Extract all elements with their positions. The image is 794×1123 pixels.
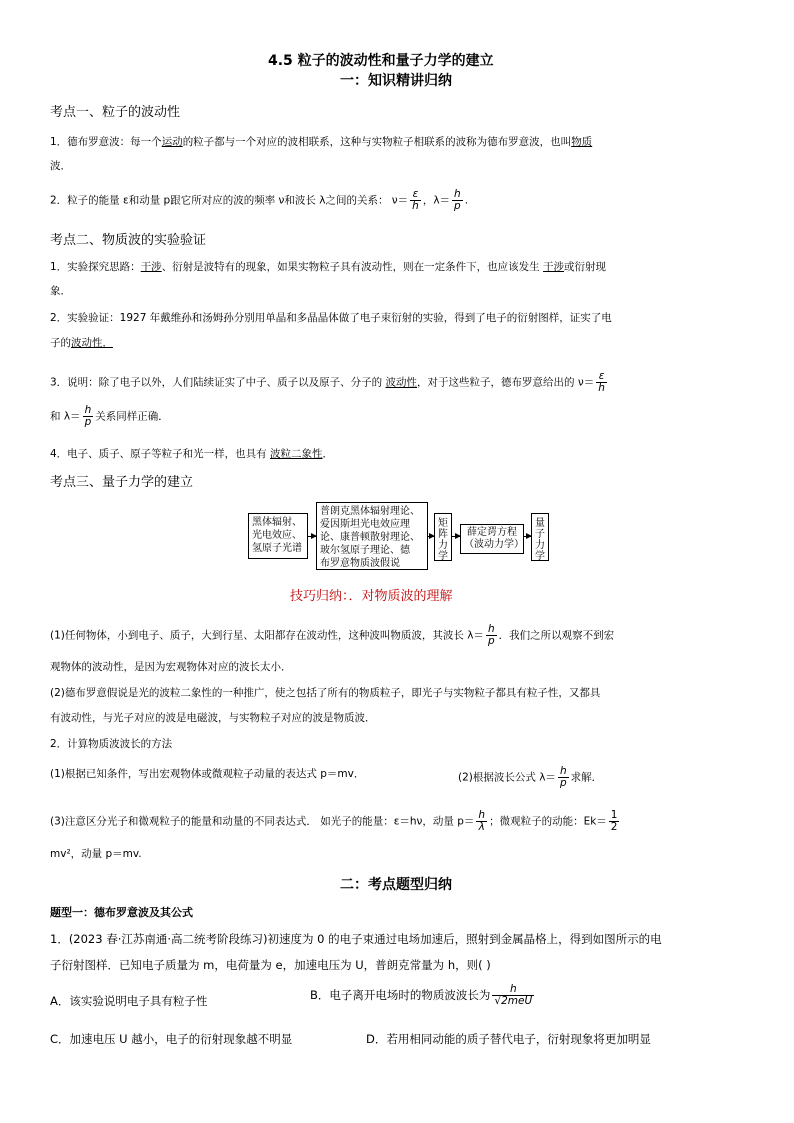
tips-method-3-cont: mv²，动量 p＝mv.: [50, 848, 142, 860]
kp3-heading: 考点三、量子力学的建立: [50, 475, 194, 490]
diagram-box-theories: 普朗克黑体辐射理论、 爱因斯坦光电效应理 论、康普顿散射理论、 玻尔氢原子理论、德 布罗意物质波假说: [316, 502, 428, 570]
kp1-heading: 考点一、粒子的波动性: [50, 105, 181, 120]
kp2-para2-cont: 子的波动性．: [50, 337, 113, 349]
kp2-para1: 1．实验探究思路：干涉、衍射是波特有的现象，如果实物粒子具有波动性，则在一定条件下，也应该发生 干涉或衍射现: [50, 261, 607, 273]
section-heading-1: 一：知识精讲归纳: [340, 73, 452, 89]
kp2-para1-cont: 象．: [50, 285, 71, 297]
option-a: A．该实验说明电子具有粒子性: [50, 994, 208, 1008]
tips-para2-cont: 有波动性，与光子对应的波是电磁波，与实物粒子对应的波是物质波．: [50, 712, 376, 724]
formula-lambda: $\frac{h}{p}$: [454, 188, 461, 212]
kp2-heading: 考点二、物质波的实验验证: [50, 233, 207, 248]
question-type-1: 题型一：德布罗意波及其公式: [50, 906, 193, 919]
kp2-para3-cont: 和 λ＝ $\frac{h}{p}$ 关系同样正确．: [50, 404, 169, 428]
option-c: C．加速电压 U 越小，电子的衍射现象越不明显: [50, 1032, 293, 1046]
diagram-box-schrodinger: 薛定谔方程 （波动力学）: [460, 524, 524, 554]
tips-para1-cont: 观物体的波动性，是因为宏观物体对应的波长太小．: [50, 661, 292, 673]
tips-method-1: (1)根据已知条件，写出宏观物体或微观粒子动量的表达式 p＝mv．: [50, 768, 365, 780]
tips-method-heading: 2．计算物质波波长的方法: [50, 738, 173, 750]
diagram-box-experiments: 黑体辐射、 光电效应、 氢原子光谱: [248, 513, 308, 559]
kp1-para1-cont: 波．: [50, 160, 71, 172]
tips-method-3: (3)注意区分光子和微观粒子的能量和动量的不同表达式． 如光子的能量：ε＝hν，动量 p＝ $\frac{h}{\lambda}$ ；微观粒子的动能：Ek＝ $\frac{1}{2}$: [50, 809, 618, 833]
kp2-para4: 4．电子、质子、原子等粒子和光一样，也具有 波粒二象性．: [50, 448, 334, 460]
kp1-para2: 2．粒子的能量 ε和动量 p跟它所对应的波的频率 ν和波长 λ之间的关系： ν＝ $\frac{\varepsilon}{h}$ ，λ＝ $\frac{h}{p}$ .: [50, 188, 469, 212]
kp2-para3: 3．说明：除了电子以外，人们陆续证实了中子、质子以及原子、分子的 波动性，对于这些粒子，德布罗意给出的 ν＝ $\frac{\varepsilon}{h}$: [50, 370, 605, 394]
kp2-para2: 2．实验验证：1927 年戴维孙和汤姆孙分别用单晶和多晶晶体做了电子束衍射的实验，得到了电子的衍射图样，证实了电: [50, 312, 612, 324]
question-1-stem-cont: 子衍射图样．已知电子质量为 m，电荷量为 e，加速电压为 U，普朗克常量为 h，则( ): [50, 958, 491, 972]
question-1-stem: 1．(2023 春·江苏南通·高二统考阶段练习)初速度为 0 的电子束通过电场加速后，照射到金属晶格上，得到如图所示的电: [50, 932, 662, 946]
option-d: D．若用相同动能的质子替代电子，衍射现象将更加明显: [366, 1032, 651, 1046]
diagram-box-matrix-mechanics: 矩 阵 力 学: [434, 513, 452, 561]
option-b: B．电子离开电场时的物质波波长为 $\frac{h}{\text{√2meU}}$: [310, 983, 533, 1007]
diagram-box-quantum-mechanics: 量 子 力 学: [531, 513, 549, 561]
kp1-para1: 1．德布罗意波：每一个运动的粒子都与一个对应的波相联系，这种与实物粒子相联系的波称为德布罗意波，也叫物质: [50, 136, 593, 148]
section-heading-2: 二：考点题型归纳: [340, 877, 452, 893]
page-title: 4.5 粒子的波动性和量子力学的建立: [268, 53, 494, 69]
diagram-arrow-1: [308, 536, 316, 537]
tips-para1: (1)任何物体，小到电子、质子，大到行星、太阳都存在波动性，这种波叫物质波，其波长 λ＝ $\frac{h}{p}$ ．我们之所以观察不到宏: [50, 623, 615, 647]
formula-nu: $\frac{\varepsilon}{h}$: [412, 188, 419, 212]
tips-para2: (2)德布罗意假说是光的波粒二象性的一种推广，使之包括了所有的物质粒子，即光子与实物粒子都具有粒子性，又都具: [50, 687, 601, 699]
tips-heading: 技巧归纳：．对物质波的理解: [290, 589, 453, 604]
tips-method-2: (2)根据波长公式 λ＝ $\frac{h}{p}$ 求解．: [458, 765, 603, 789]
diagram-arrow-4: [524, 536, 531, 537]
diagram-arrow-3: [452, 536, 460, 537]
